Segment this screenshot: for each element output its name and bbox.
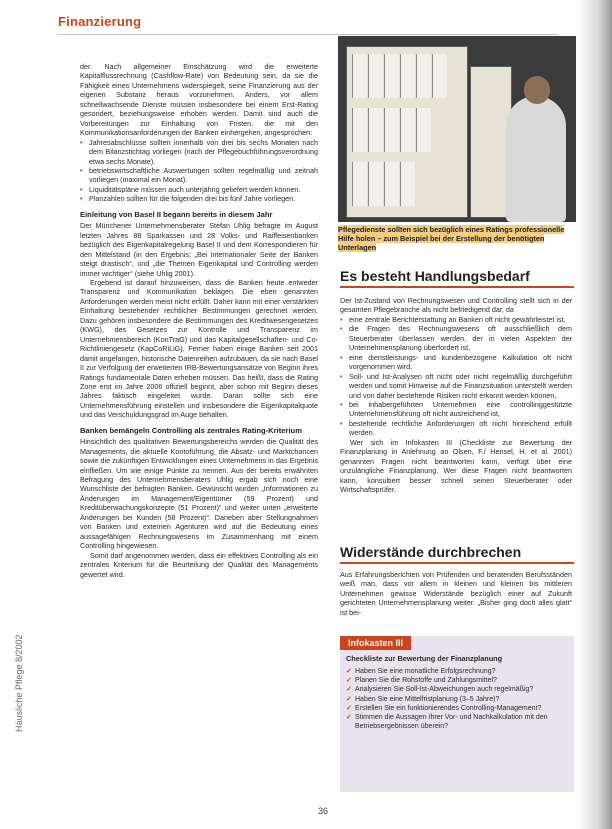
heading-underline — [340, 286, 574, 288]
subheading-controlling: Banken bemängeln Controlling als zentrales Rating-Kriterium — [80, 425, 302, 435]
journal-side-label: Häusliche Pflege 8/2002 — [14, 634, 24, 732]
list-item: • Planzahlen sollten für die folgenden drei bis fünf Jahre vorliegen. — [80, 194, 318, 203]
binder — [384, 162, 399, 206]
binder — [384, 54, 399, 98]
binder — [352, 108, 367, 152]
heading-widerstaende: Widerstände durchbrechen — [340, 544, 522, 560]
binder — [368, 162, 383, 206]
body-paragraph: Aus Erfahrungsberichten von Prüfenden und beratenden Berufsständen weiß man, dass vor allem in kleinen und kleinen bis mittleren Unternehmen gewisse Widerstände bezüglich einer auf Zukunft gerichteten Unternehmensplanung weiter. „Bisher ging doch alles glatt“ ist bei- — [340, 570, 572, 617]
binder — [400, 54, 415, 98]
issues-list — [340, 315, 572, 438]
binder — [400, 162, 415, 206]
page-header — [0, 0, 612, 38]
binder — [368, 108, 383, 152]
body-paragraph: Wer sich im Infokasten III (Checkliste zur Bewertung der Finanzplanung in Anlehnung an Olsen, F./ Hensel, H. et al. 2001) genannten Fragen nicht beantworten kann, verfügt über eine unzulängliche Finanzplanung. Wer diese Fragen nicht beantworten kann, konsultiert besser schnell seinen Steuerberater oder Wirtschaftsprüfer. — [340, 437, 572, 495]
list-item: • die Fragen des Rechnungswesens oft ausschließlich dem Steuerberater überlassen werden, der in vielen Aspekten der Unternehmensplanung überfordert ist, — [340, 324, 572, 352]
body-paragraph: Hinsichtlich des qualitativen Bewertungsbereichs werden die Qualität des Managements, die aktuelle Kontoführung, die Absatz- und Marktchancen sowie die zukünftigen Entwicklungen eines Unternehmens in das Ergebnis einfließen. Um wie einige Punkte zu nennen. Aus der bereits erwähnten Befragung des Unternehmensberaters Uhlig ergab sich noch eine Wunschliste der befragten Banken. Gewünscht wurden „Informationen zu Änderungen im Management/Eigentümer (59 Prozent) und Kreditüberwachungskonzepte (51 Prozent)“ und weiter unten „erweiterte Änderungen bei Kunden (58 Prozent)“. Daneben aber Stellungnahmen von Banken und externen Agenturen wird auf die Bedeutung eines aussagefähigen Rechnungswesens im Zusammenhang mit einem Controlling hingewiesen. — [80, 437, 318, 551]
binder — [384, 108, 399, 152]
archive-photo — [338, 36, 576, 222]
page-edge-shadow — [578, 0, 612, 829]
right-column — [340, 296, 572, 495]
checklist-item: ✓ Analysieren Sie Soll-Ist-Abweichungen auch regelmäßig? — [346, 686, 570, 695]
page-number: 36 — [318, 806, 329, 816]
infobox-title: Checkliste zur Bewertung der Finanzplanung — [346, 654, 503, 663]
binder — [400, 108, 415, 152]
list-item: • betriebswirtschaftliche Auswertungen sollten regelmäßig und zeitnah vorliegen (maximal ein Monat). — [80, 166, 318, 185]
person — [506, 96, 566, 222]
checklist-item: ✓ Erstellen Sie ein funktionierendes Controlling-Management? — [346, 705, 570, 714]
checklist-item: ✓ Haben Sie eine Mittelfristplanung (3–5 Jahre)? — [346, 696, 570, 705]
subheading-basel: Einleitung von Basel II begann bereits in diesem Jahr — [80, 209, 273, 219]
header-divider — [58, 34, 558, 35]
binder — [352, 162, 367, 206]
list-item: • eine zentrale Berichterstattung an Banken oft nicht gewährleistet ist, — [340, 315, 572, 324]
binder — [352, 54, 367, 98]
left-column — [80, 62, 318, 579]
section-title: Finanzierung — [58, 14, 142, 29]
checklist-item: ✓ Haben Sie eine monatliche Erfolgsrechnung? — [346, 668, 570, 677]
binder — [416, 108, 431, 152]
binder — [416, 54, 431, 98]
body-paragraph: Ergebend ist darauf hinzuweisen, dass die Banken heute entweder Transparenz und Kommunikation beklagen. Die eben genannten Anforderungen werden meist nicht erfüllt. Daher kann mit einer verstärkten Einhaltung bestehender rechtlicher Bestimmungen gerechnet werden. Dazu gehören insbesondere die Bestimmungen des Kreditwesengesetzes (KWG), des Gesetzes zur Kontrolle und Transparenz im Unternehmensbereich (KonTraG) und das Kapitalgesellschaften- und Co-Richtliniengesetz (KapCoRiLiG). Ferner haben einige Banken seit 2001 damit angefangen, historische Datenreihen aufzubauen, da sie nach Basel II zur Verfolgung der erweiterten IRB-Bewertungsansätze von Beginn ihres Ratings fundamentale Daten erheben müssen. Das heißt, dass die Rating Zone erst im Jahre 2006 offiziell beginnt, aber schon mit Beginn dieses Jahres faktisch eingeleitet wurde. Daran sollte sich eine Unternehmensführung einstellen und insbesondere die Eigenkapitalquote und das Verschuldungsgrad im Auge behalten. — [80, 277, 318, 420]
body-paragraph: Somit darf angenommen werden, dass ein effektives Controlling als ein zentrales Kriterium für die Beurteilung der Qualität des Managements gewertet wird. — [80, 550, 318, 579]
binder — [432, 54, 447, 98]
requirements-list — [80, 138, 318, 204]
checklist — [346, 668, 570, 732]
infobox-tab: Infokasten III — [340, 636, 411, 650]
body-paragraph: Der Münchener Unternehmensberater Stefan Uhlig befragte im August letzten Jahres 88 Sparkassen und 28 Volks- und Raiffeisenbanken bezüglich des Eigenkapitalregelung Basel II und dem Korrespondieren für den Mittelstand (in den Ergebnis: „Bei internationaler Seite der Banken steigt drastisch“, und „die Themen Eigenkapital und Controlling werden immer wichtiger“ (siehe Uhlig 2001). — [80, 221, 318, 278]
right-column-lower — [340, 570, 572, 617]
checklist-item: ✓ Stimmen die Aussagen Ihrer Vor- und Nachkalkulation mit den Betriebsergebnissen überein? — [346, 714, 570, 731]
list-item: • eine dienstleistungs- und kundenbezogene Kalkulation oft nicht vorgenommen wird, — [340, 353, 572, 372]
caption-text: Pflegedienste sollten sich bezüglich eines Ratings professionelle Hilfe holen – zum Beispiel bei der Erstellung der benötigten Unterlagen — [338, 225, 565, 252]
list-item: • Soll- und Ist-Analysen oft nicht oder nicht regelmäßig durchgeführt werden und somit Hinweise auf die Finanzsituation unterstellt werden und von daher bestehende Risiken nicht erkannt werden können, — [340, 372, 572, 400]
photo-caption — [338, 225, 574, 252]
infobox-checklist — [340, 636, 574, 792]
checklist-item: ✓ Planen Sie die Rohstoffe und Zahlungsmittel? — [346, 677, 570, 686]
binder — [368, 54, 383, 98]
list-item: • Jahresabschlüsse sollten innerhalb von drei bis sechs Monaten nach dem Bilanzstichtag vorliegen (nach der Pflegebuchführungsverordnung etwa sechs Monate). — [80, 138, 318, 166]
heading-handlungsbedarf: Es besteht Handlungsbedarf — [340, 268, 530, 284]
intro-paragraph: Der Ist-Zustand von Rechnungswesen und Controlling stellt sich in der gesamten Pflegebranche als nicht befriedigend dar, da — [340, 296, 572, 315]
list-item: • bestehende rechtliche Anforderungen oft nicht hinreichend erfüllt werden. — [340, 419, 572, 438]
intro-paragraph: der. Nach allgemeiner Einschätzung wird die erweiterte Kapitalflussrechnung (Cashflow-Rate) von Bedeutung sein, da sie die Fähigkeit eines Unternehmens widerspiegelt, seine Finanzierung aus der eigenen Substanz heraus vorzunehmen. Anders, vor allem schnellwachsende Dienste müssen insbesondere bei einem Erst-Rating gesondert, beziehungsweise erhoben werden. Damit sind auch die Vorbereitungen zur Einhaltung von Fristen, die mit den Kommunikationsanforderungen der Banken einhergehen, angesprochen: — [80, 62, 318, 138]
person-head — [524, 76, 550, 104]
list-item: • bei inhabergeführten Unternehmen eine controllinggestützte Unternehmensführung oft nicht ausreichend ist, — [340, 400, 572, 419]
list-item: • Liquiditätspläne müssen auch unterjährig geliefert werden können. — [80, 185, 318, 194]
heading-underline — [340, 562, 574, 564]
